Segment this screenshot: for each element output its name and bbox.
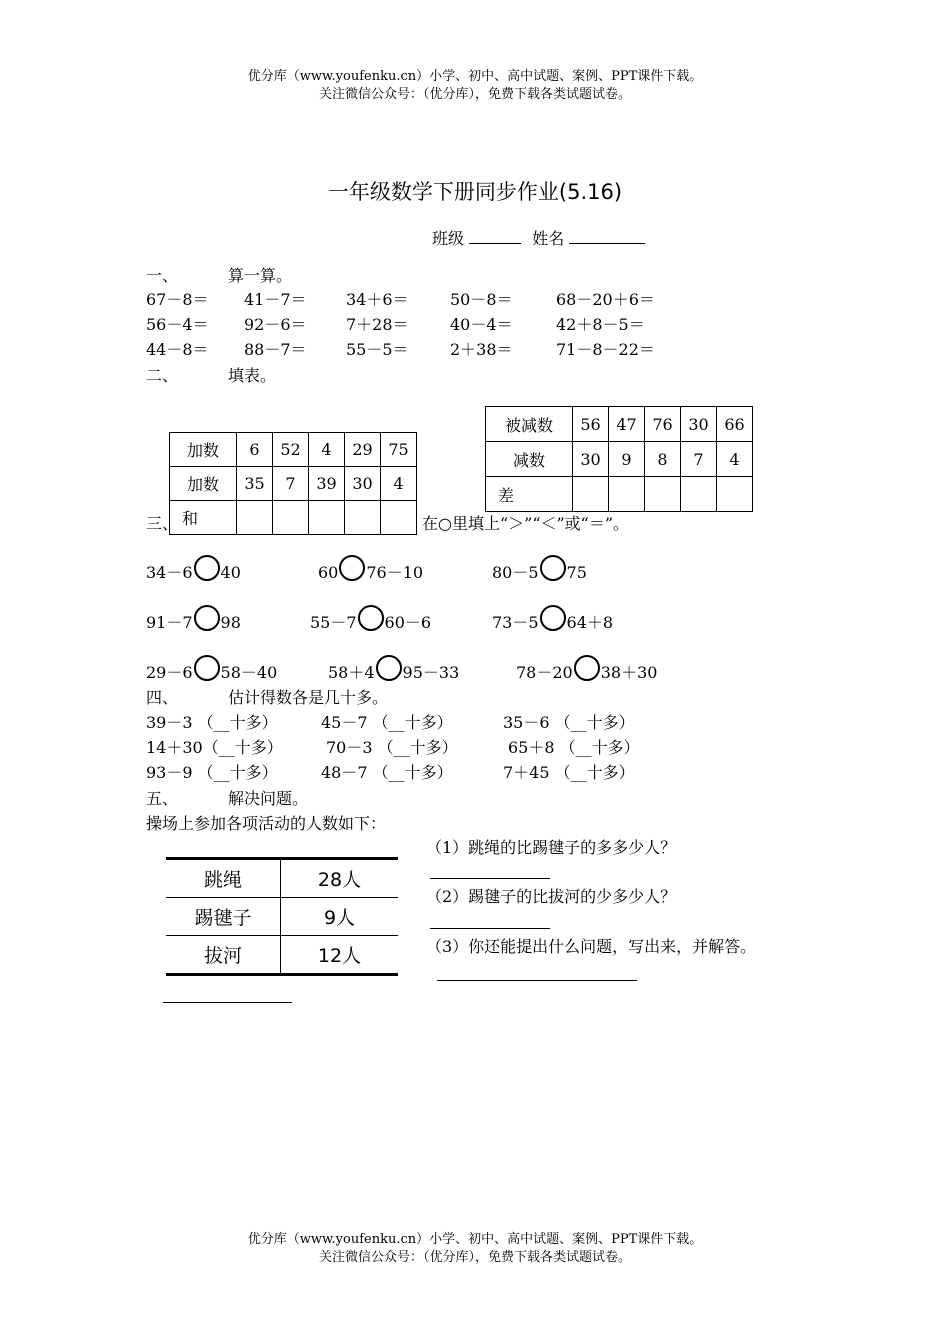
sub-table-answer-cell[interactable] — [645, 477, 681, 512]
sub-table-row-label: 差 — [486, 477, 573, 512]
add-table-value-cell: 29 — [345, 433, 381, 467]
arithmetic-problem: 56－4＝ — [146, 315, 209, 334]
section3-title: 在○里填上“＞”“＜”或“＝”。 — [422, 514, 630, 533]
compare-circle[interactable] — [194, 655, 220, 681]
compare-circle[interactable] — [540, 555, 566, 581]
activity-row — [166, 898, 398, 936]
comparison-right: 75 — [566, 563, 587, 582]
comparison-left: 58＋4 — [328, 663, 375, 682]
add-table-answer-cell[interactable] — [237, 501, 273, 535]
sub-table-value-cell: 56 — [573, 407, 609, 442]
question-2: （2）踢毽子的比拔河的少多少人？ — [426, 887, 677, 906]
class-label: 班级 — [432, 229, 465, 248]
comparison-left: 60 — [318, 563, 339, 582]
comparison-right: 98 — [220, 613, 241, 632]
comparison-right: 38＋30 — [600, 663, 658, 682]
comparison-left: 29－6 — [146, 663, 193, 682]
comparison-item — [146, 555, 241, 583]
addition-table — [169, 432, 417, 535]
estimate-item: 93－9 （__十多） — [146, 763, 278, 782]
section5-title: 解决问题。 — [228, 789, 309, 808]
estimate-item: 45－7 （__十多） — [321, 713, 453, 732]
comparison-right: 95－33 — [402, 663, 460, 682]
answer-line-1[interactable] — [430, 878, 550, 879]
arithmetic-problem: 71－8－22＝ — [556, 340, 655, 359]
add-table-value-cell: 4 — [381, 467, 417, 501]
compare-circle[interactable] — [194, 555, 220, 581]
section3-num: 三、 — [146, 514, 179, 533]
comparison-item — [328, 655, 459, 683]
sub-table-answer-cell[interactable] — [681, 477, 717, 512]
section1-heading — [146, 266, 292, 286]
arithmetic-problem: 68－20＋6＝ — [556, 290, 655, 309]
class-blank[interactable] — [469, 229, 521, 244]
arithmetic-problem: 55－5＝ — [346, 340, 409, 359]
arithmetic-problem: 2＋38＝ — [450, 340, 513, 359]
sub-table-value-cell: 66 — [717, 407, 753, 442]
sub-table-row-label: 被减数 — [486, 407, 573, 442]
student-info — [432, 229, 645, 249]
section2-title: 填表。 — [228, 366, 277, 385]
header-line-1: 优分库（www.youfenku.cn）小学、初中、高中试题、案例、PPT课件下载。 — [247, 69, 703, 84]
comparison-right: 64＋8 — [566, 613, 614, 632]
comparison-item — [318, 555, 423, 583]
add-table-value-cell: 4 — [309, 433, 345, 467]
subtraction-table — [485, 406, 753, 512]
comparison-right: 60－6 — [384, 613, 432, 632]
sub-table-row-label: 减数 — [486, 442, 573, 477]
sub-table-value-cell: 47 — [609, 407, 645, 442]
header-line-2: 关注微信公众号：（优分库），免费下载各类试题试卷。 — [318, 87, 631, 102]
add-table-row — [170, 467, 417, 501]
add-table-row-label: 加数 — [170, 467, 237, 501]
compare-circle[interactable] — [540, 605, 566, 631]
sub-table-value-cell: 9 — [609, 442, 645, 477]
activity-name: 拔河 — [166, 936, 281, 975]
activity-count: 12人 — [281, 936, 399, 975]
comparison-left: 91－7 — [146, 613, 193, 632]
comparison-left: 80－5 — [492, 563, 539, 582]
add-table-answer-cell[interactable] — [309, 501, 345, 535]
comparison-left: 78－20 — [516, 663, 573, 682]
sub-table-row — [486, 477, 753, 512]
estimate-item: 14＋30（__十多） — [146, 738, 283, 757]
sub-table-answer-cell[interactable] — [717, 477, 753, 512]
arithmetic-problem: 41－7＝ — [244, 290, 307, 309]
activity-name: 跳绳 — [166, 859, 281, 898]
sub-table-value-cell: 7 — [681, 442, 717, 477]
sub-table-value-cell: 4 — [717, 442, 753, 477]
section4-title: 估计得数各是几十多。 — [228, 688, 389, 707]
comparison-left: 73－5 — [492, 613, 539, 632]
compare-circle[interactable] — [339, 555, 365, 581]
add-table-value-cell: 52 — [273, 433, 309, 467]
comparison-right: 76－10 — [366, 563, 424, 582]
add-table-answer-cell[interactable] — [273, 501, 309, 535]
section2-num: 二、 — [146, 366, 179, 385]
arithmetic-problem: 42＋8－5＝ — [556, 315, 645, 334]
add-table-value-cell: 6 — [237, 433, 273, 467]
arithmetic-problem: 7＋28＝ — [346, 315, 409, 334]
compare-circle[interactable] — [574, 655, 600, 681]
question-3: （3）你还能提出什么问题，写出来，并解答。 — [426, 937, 757, 956]
activity-row — [166, 936, 398, 975]
estimate-item: 65＋8 （__十多） — [508, 738, 640, 757]
add-table-row — [170, 433, 417, 467]
answer-line-2[interactable] — [430, 928, 550, 929]
arithmetic-problem: 50－8＝ — [450, 290, 513, 309]
comparison-item — [310, 605, 431, 633]
sub-table-row — [486, 442, 753, 477]
arithmetic-problem: 44－8＝ — [146, 340, 209, 359]
estimate-item: 7＋45 （__十多） — [503, 763, 635, 782]
sub-table-answer-cell[interactable] — [609, 477, 645, 512]
activity-table — [166, 857, 398, 976]
arithmetic-problem: 88－7＝ — [244, 340, 307, 359]
question-1: （1）跳绳的比踢毽子的多多少人？ — [426, 838, 677, 857]
arithmetic-problem: 67－8＝ — [146, 290, 209, 309]
sub-table-value-cell: 30 — [573, 442, 609, 477]
arithmetic-problem: 40－4＝ — [450, 315, 513, 334]
activity-count: 9人 — [281, 898, 399, 936]
add-table-row-label: 加数 — [170, 433, 237, 467]
arithmetic-problem: 92－6＝ — [244, 315, 307, 334]
compare-circle[interactable] — [376, 655, 402, 681]
estimate-item: 39－3 （__十多） — [146, 713, 278, 732]
add-table-answer-cell[interactable] — [345, 501, 381, 535]
answer-line-4[interactable] — [163, 1002, 292, 1003]
comparison-right: 58－40 — [220, 663, 278, 682]
compare-circle[interactable] — [194, 605, 220, 631]
add-table-value-cell: 75 — [381, 433, 417, 467]
add-table-value-cell: 30 — [345, 467, 381, 501]
estimate-item: 70－3 （__十多） — [326, 738, 458, 757]
sub-table-answer-cell[interactable] — [573, 477, 609, 512]
comparison-left: 55－7 — [310, 613, 357, 632]
add-table-value-cell: 39 — [309, 467, 345, 501]
comparison-item — [146, 655, 277, 683]
name-blank[interactable] — [569, 229, 645, 244]
footer-line-1: 优分库（www.youfenku.cn）小学、初中、高中试题、案例、PPT课件下载。 — [247, 1232, 703, 1247]
section1-num: 一、 — [146, 266, 179, 285]
section4-heading — [146, 688, 388, 708]
compare-circle[interactable] — [358, 605, 384, 631]
name-label: 姓名 — [532, 229, 565, 248]
comparison-item — [146, 605, 241, 633]
add-table-value-cell: 7 — [273, 467, 309, 501]
section2-heading — [146, 366, 276, 386]
activity-row — [166, 859, 398, 898]
add-table-row — [170, 501, 417, 535]
comparison-item — [492, 605, 613, 633]
answer-line-3[interactable] — [437, 980, 637, 981]
section1-title: 算一算。 — [228, 266, 293, 285]
sub-table-row — [486, 407, 753, 442]
comparison-right: 40 — [220, 563, 241, 582]
section5-num: 五、 — [146, 789, 179, 808]
activity-count: 28人 — [281, 859, 399, 898]
estimate-item: 48－7 （__十多） — [321, 763, 453, 782]
section5-heading — [146, 789, 308, 809]
comparison-item — [492, 555, 587, 583]
sub-table-value-cell: 8 — [645, 442, 681, 477]
add-table-row-label: 和 — [170, 501, 237, 535]
sub-table-value-cell: 76 — [645, 407, 681, 442]
activity-name: 踢毽子 — [166, 898, 281, 936]
section4-num: 四、 — [146, 688, 179, 707]
sub-table-value-cell: 30 — [681, 407, 717, 442]
footer-line-2: 关注微信公众号：（优分库），免费下载各类试题试卷。 — [318, 1250, 631, 1265]
section5-intro: 操场上参加各项活动的人数如下： — [146, 814, 387, 833]
estimate-item: 35－6 （__十多） — [503, 713, 635, 732]
comparison-left: 34－6 — [146, 563, 193, 582]
page-title: 一年级数学下册同步作业(5.16) — [327, 180, 623, 204]
arithmetic-problem: 34＋6＝ — [346, 290, 409, 309]
add-table-answer-cell[interactable] — [381, 501, 417, 535]
comparison-item — [516, 655, 657, 683]
add-table-value-cell: 35 — [237, 467, 273, 501]
